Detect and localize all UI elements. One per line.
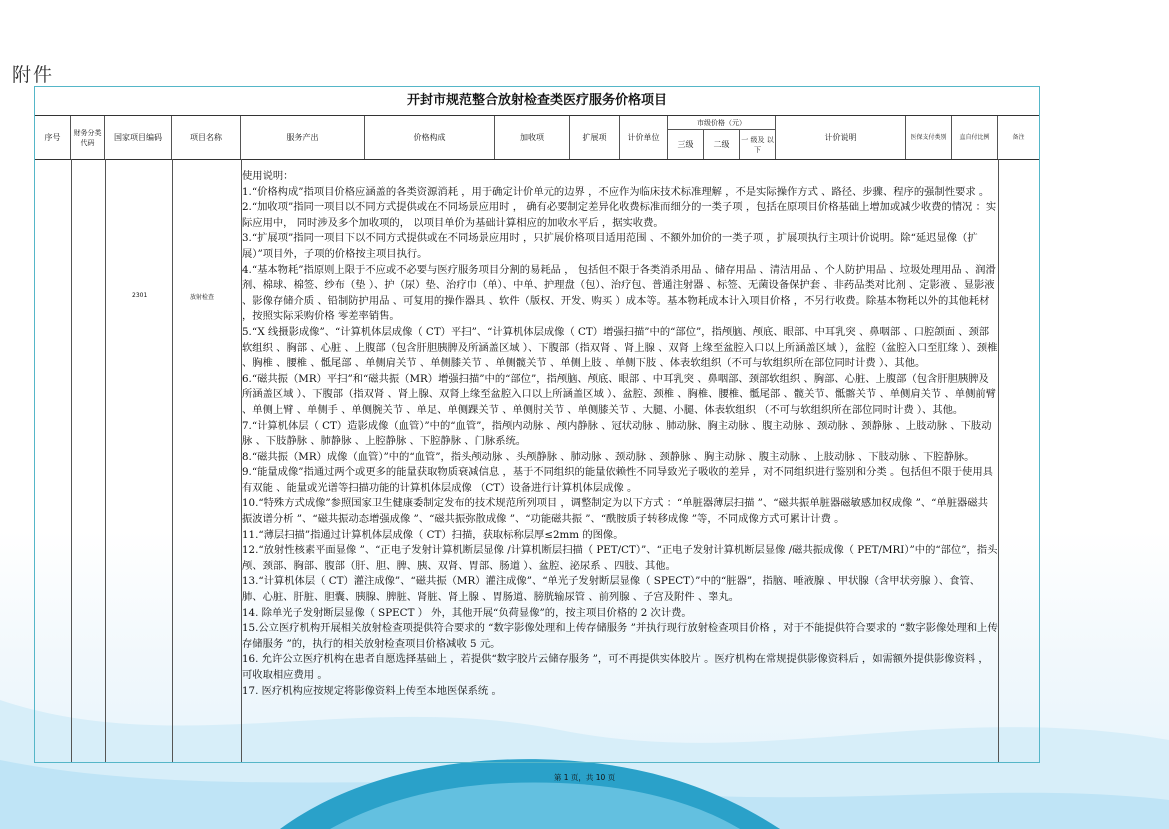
header-price-composition: 价格构成 bbox=[365, 116, 495, 159]
note-paragraph: 7.“计算机体层（ CT）造影成像（血管）”中的“血管”，指颅内动脉 、颅内静脉 、冠状动脉 、肺动脉、胸主动脉 、腹主动脉 、颈动脉 、颈静脉 、上肢动脉 、下肢动脉 、下肢静脉 、肺静脉 、上腔静脉 、下腔静脉 、门脉系统。 bbox=[242, 419, 992, 448]
note-paragraph: 11.“薄层扫描”指通过计算机体层成像（ CT）扫描，获取标称层厚≤2mm 的图像。 bbox=[242, 528, 624, 541]
header-national-code: 国家项目编码 bbox=[105, 116, 172, 159]
column-divider bbox=[998, 159, 999, 762]
note-paragraph: 1.“价格构成”指项目价格应涵盖的各类资源消耗 ，用于确定计价单元的边界 ，不应作为临床技术标准理解 ，不是实际操作方式 、路径、步骤、程序的强制性要求 。 bbox=[242, 185, 990, 198]
note-paragraph: 15.公立医疗机构开展相关放射检查项提供符合要求的 “数字影像处理和上传存储服务 ”并执行现行放射检查项目价格 ，对于不能提供符合要求的 “数字影像处理和上传存储服务 ”的，执行的相关放射检查项目价格减收 5 元。 bbox=[242, 622, 998, 650]
header-remark: 备注 bbox=[1012, 133, 1025, 141]
note-paragraph: 12.“放射性核素平面显像 ”、“正电子发射计算机断层显像 /计算机断层扫描（ PET/CT）”、“正电子发射计算机断层显像 /磁共振成像（ PET/MRI）”中的“部位”，指头颅、颈部、胸部、腹部（肝、胆、脾、胰、双肾、胃部、肠道 ）、盆腔、泌尿系 、四肢、其他。 bbox=[242, 544, 998, 572]
note-paragraph: 6.“磁共振（MR）平扫”和“磁共振（MR）增强扫描”中的“部位”，指颅脑、颅底、眼部 、中耳乳突 、鼻咽部、颈部软组织 、胸部、心脏、上腹部（包含肝胆胰脾及所涵盖区域 ）、下腹部（指双肾 、肾上腺、双肾上缘至盆腔入口以上所涵盖区域 ）、盆腔、颈椎 、胸椎、腰椎、骶尾部 、髋关节、骶髂关节 、单侧肩关节 、单侧前臂 、单侧上臂 、单侧手 、单侧腕关节 、单足、单侧踝关节 、单侧肘关节 、单侧膝关节 、大腿、小腿、体表软组织 （不可与软组织所在部位同时计费 ）、其他。 bbox=[242, 372, 996, 416]
header-grade2: 二级 bbox=[704, 130, 740, 159]
fin-code-cell: 2301 bbox=[132, 292, 148, 299]
note-paragraph: 4.“基本物耗”指原则上限于不应或不必要与医疗服务项目分割的易耗品 ， 包括但不限于各类消杀用品 、储存用品 、清洁用品 、个人防护用品 、垃圾处理用品 、润滑剂、棉球、棉签、纱布（垫 ）、护（尿）垫、治疗巾（单）、中单、护理盘（包）、治疗包、普通注射器 、标签、无菌设备保护套 、非药品类对比剂 、定影液 、显影液 、影像存储介质 、铅制防护用品 、可复用的操作器具 、软件（版权、开发、购买 ）成本等。基本物耗成本计入项目价格 ，不另行收费。除基本物耗以外的其他耗材 ，按照实际采购价格 零差率销售。 bbox=[242, 263, 996, 323]
note-paragraph: 16. 允许公立医疗机构在患者自愿选择基础上 ，若提供“数字胶片云储存服务 ”，可不再提供实体胶片 。医疗机构在常规提供影像资料后 ，如需额外提供影像资料 ，可收取相应费用 。 bbox=[242, 653, 989, 681]
note-paragraph: 10.“特殊方式成像”参照国家卫生健康委制定发布的技术规范所列项目 ，调整制定为以下方式 ：“单脏器薄层扫描 ”、“磁共振单脏器磁敏感加权成像 ”、“单脏器磁共振波谱分析 ”、“磁共振动态增强成像 ”、“磁共振弥散成像 ”、“功能磁共振 ”、“酰胺质子转移成像 ”等，不同成像方式可累计计费 。 bbox=[242, 497, 988, 526]
page-footer: 第 1 页，共 10 页 bbox=[553, 773, 616, 782]
header-grade1: 一 级及 以下 bbox=[740, 130, 776, 159]
item-name-cell: 放射检查 bbox=[190, 294, 215, 301]
header-extension: 扩展项 bbox=[570, 116, 620, 159]
note-paragraph: 使用说明： bbox=[242, 170, 294, 182]
header-fin-code: 财务分类代码 bbox=[71, 116, 105, 159]
note-paragraph: 9.“能量成像”指通过两个或更多的能量获取物质衰减信息 ，基于不同组织的能量依赖性不同导致光子吸收的差异 ，对不同组织进行鉴别和分类 。包括但不限于使用具有双能 、能量或光谱等扫描功能的计算机体层成像 （CT）设备进行计算机体层成像 。 bbox=[242, 466, 993, 494]
note-paragraph: 13.“计算机体层（ CT）灌注成像”、“磁共振（MR）灌注成像”、“单光子发射断层显像（ SPECT）”中的“脏器”，指脑、唾液腺 、甲状腺（含甲状旁腺 ）、食管、肺、心脏、肝脏、胆囊、胰腺、脾脏、肾脏、肾上腺 、胃肠道、膀胱输尿管 、前列腺 、子宫及附件 、睾丸。 bbox=[242, 575, 981, 604]
header-city-price: 市级价格（元） bbox=[668, 116, 776, 130]
header-unit: 计价单位 bbox=[620, 116, 668, 159]
column-divider bbox=[105, 159, 106, 762]
note-paragraph: 2.“加收项”指同一项目以不同方式提供或在不同场景应用时 ， 确有必要制定差异化收费标准而细分的一类子项 ，包括在原项目价格基础上增加或减少收费的情况 ：实际应用中， 同时涉及多个加收项的， 以项目单价为基础计算相应的加收水平后 ，据实收费。 bbox=[242, 201, 997, 229]
note-paragraph: 5.“X 线摄影成像”、“计算机体层成像（ CT）平扫”、“计算机体层成像（ CT）增强扫描”中的“部位”，指颅脑、颅底、眼部、中耳乳突 、鼻咽部 、口腔颌面 、颈部软组织 、胸部 、心脏 、上腹部（包含肝胆胰脾及所涵盖区域 ）、下腹部（指双肾 、肾上腺 、双肾 上缘至盆腔入口以上所涵盖区域 ），盆腔（盆腔入口至肛缘 ）、颈椎 、胸椎 、腰椎 、骶尾部 、单侧肩关节 、单侧膝关节 、单侧髋关节 、单侧上肢 、单侧下肢 、体表软组织（不可与软组织所在部位同时计费 ）、其他。 bbox=[242, 325, 998, 370]
price-table bbox=[34, 86, 1040, 763]
table-title: 开封市规范整合放射检查类医疗服务价格项目 bbox=[35, 87, 1039, 116]
column-divider bbox=[71, 159, 72, 762]
header-self-pay: 直自付比例 bbox=[952, 116, 998, 159]
attachment-label: 附件 bbox=[12, 64, 55, 86]
header-seq: 序号 bbox=[35, 116, 71, 159]
table-header-row bbox=[35, 116, 1039, 160]
header-addon: 加收项 bbox=[495, 116, 570, 159]
note-paragraph: 14. 除单光子发射断层显像（ SPECT ） 外，其他开展“负荷显像”的，按主项目价格的 2 次计费。 bbox=[242, 606, 692, 619]
header-pricing-note: 计价说明 bbox=[776, 116, 906, 159]
header-grade3: 三级 bbox=[668, 130, 704, 159]
note-paragraph: 3.“扩展项”指同一项目下以不同方式提供或在不同场景应用时 ，只扩展价格项目适用范围 、不额外加价的一类子项 ，扩展项执行主项计价说明。除“延迟显像（扩展）”项目外，子项的价格按主项目执行。 bbox=[242, 232, 978, 260]
header-item-name: 项目名称 bbox=[172, 116, 241, 159]
note-paragraph: 8.“磁共振（MR）成像（血管）”中的“血管”，指头颅动脉 、头颅静脉 、肺动脉 、颈动脉 、颈静脉 、胸主动脉 、腹主动脉 、上肢动脉 、下肢动脉 、下腔静脉。 bbox=[242, 450, 975, 463]
note-paragraph: 17. 医疗机构应按规定将影像资料上传至本地医保系统 。 bbox=[242, 684, 502, 697]
header-insurance: 医保支付类别 bbox=[906, 116, 952, 159]
usage-notes bbox=[242, 169, 998, 699]
column-divider bbox=[172, 159, 173, 762]
header-service-output: 服务产出 bbox=[241, 116, 365, 159]
